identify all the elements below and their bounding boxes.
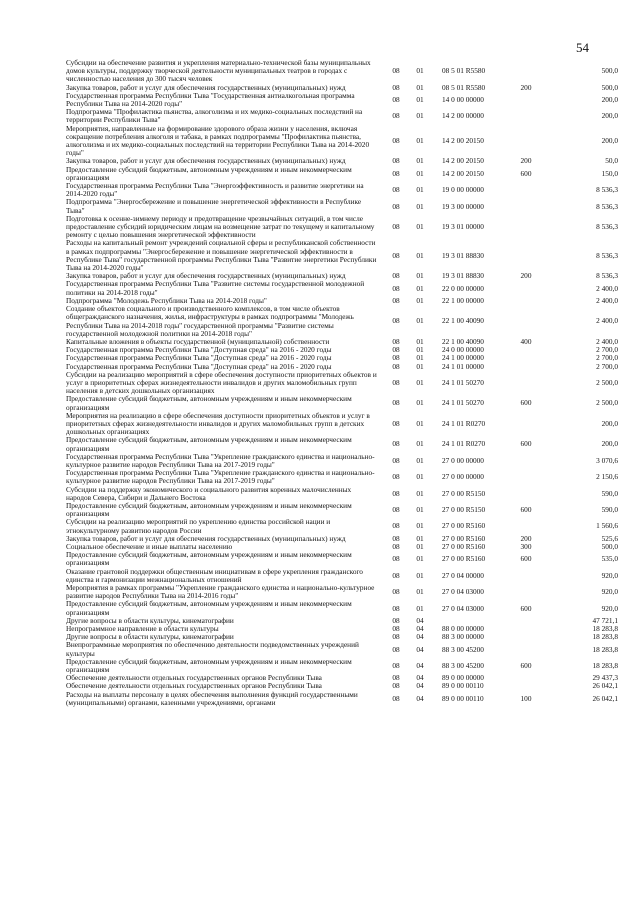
row-subsection: 01 (416, 156, 424, 166)
table-row (66, 551, 618, 567)
row-name: Мероприятия на реализацию в сфере обеспечения доступности приоритетных объектов и услуг в приоритетных сферах жизнедеятельности инвалидов и других маломобильных групп в детских дошкольных организациях (66, 410, 370, 437)
row-target-article: 27 0 00 R5160 (442, 541, 486, 551)
row-section: 08 (392, 398, 400, 408)
row-amount: 2 700,0 (596, 345, 618, 355)
row-target-article: 24 1 01 50270 (442, 398, 484, 408)
row-name: Обеспечение деятельности отдельных государственных органов Республики Тыва (66, 681, 322, 691)
row-name: Оказание грантовой поддержки общественным инициативам в сфере укрепления гражданского единства и гармонизации межнациональных отношений (66, 566, 363, 584)
row-subsection: 01 (416, 94, 424, 104)
row-amount: 920,0 (601, 587, 618, 597)
row-amount: 8 536,3 (596, 185, 618, 195)
row-name: Капитальные вложения в объекты государственной (муниципальной) собственности (66, 336, 330, 346)
row-amount: 535,0 (601, 554, 618, 564)
row-name: Закупка товаров, работ и услуг для обеспечения государственных (муниципальных) нужд (66, 533, 346, 543)
table-row (66, 59, 618, 84)
row-subsection: 04 (416, 632, 424, 642)
row-amount: 1 560,6 (596, 521, 618, 531)
row-subsection: 01 (416, 603, 424, 613)
row-subsection: 01 (416, 418, 424, 428)
table-row (66, 412, 618, 437)
row-name: Государственная программа Республики Тыва "Доступная среда" на 2016 - 2020 годы (66, 353, 332, 363)
row-section: 08 (392, 250, 400, 260)
row-subsection: 01 (416, 472, 424, 482)
row-amount: 150,0 (601, 168, 618, 178)
row-target-article: 14 2 00 20150 (442, 168, 484, 178)
row-amount: 26 042,1 (592, 681, 618, 691)
row-section: 08 (392, 316, 400, 326)
table-row (66, 395, 618, 411)
row-expense-type: 600 (520, 603, 532, 613)
row-amount: 2 500,0 (596, 398, 618, 408)
row-subsection: 01 (416, 66, 424, 76)
row-target-article: 88 3 00 00000 (442, 632, 484, 642)
row-amount: 2 700,0 (596, 353, 618, 363)
row-expense-type: 600 (520, 554, 532, 564)
table-row (66, 641, 618, 657)
row-name: Закупка товаров, работ и услуг для обеспечения государственных (муниципальных) нужд (66, 156, 346, 166)
row-subsection: 04 (416, 644, 424, 654)
row-section: 08 (392, 570, 400, 580)
row-target-article: 88 3 00 45200 (442, 660, 484, 670)
row-name: Подготовка к осенне-зимнему периоду и предотвращение чрезвычайных ситуаций, в том числе предоставление субсидий юридическим лицам на возмещение затрат по текущему и капитальному ремонту с целью повышения энергетической эффективности (66, 213, 375, 240)
row-section: 08 (392, 156, 400, 166)
row-name: Предоставление субсидий бюджетным, автономным учреждениям и иным некоммерческим организациям (66, 500, 352, 519)
row-target-article: 19 3 01 88830 (442, 250, 484, 260)
row-name: Социальное обеспечение и иные выплаты населению (66, 541, 233, 551)
row-target-article: 22 1 00 40090 (442, 316, 484, 326)
row-target-article: 27 0 00 R5160 (442, 521, 486, 531)
row-target-article: 22 1 00 00000 (442, 295, 484, 305)
row-subsection: 01 (416, 361, 424, 371)
row-amount: 500,0 (601, 541, 618, 551)
row-name: Другие вопросы в области культуры, кинематографии (66, 632, 234, 642)
table-row (66, 584, 618, 600)
row-name: Предоставление субсидий бюджетным, автономным учреждениям и иным некоммерческим организациям (66, 550, 352, 568)
table-row (66, 658, 618, 674)
table-row (66, 198, 618, 214)
row-section: 08 (392, 644, 400, 654)
table-row (66, 600, 618, 616)
row-subsection: 01 (416, 168, 424, 178)
row-target-article: 19 3 01 88830 (442, 271, 484, 281)
row-expense-type: 600 (520, 439, 532, 449)
row-subsection: 01 (416, 295, 424, 305)
row-subsection: 01 (416, 336, 424, 346)
row-subsection: 01 (416, 283, 424, 293)
row-expense-type: 600 (520, 660, 532, 670)
row-section: 08 (392, 693, 400, 703)
row-name: Создание объектов социального и производственного комплексов, в том числе объектов общегражданского назначения, жилья, инфраструктуры в рамках подпрограммы "Молодежь Республики Тыва на 2014-2018 годы" государственной программы "Развитие системы государственной молодежной политики на 2014-2018 годы" (66, 304, 354, 338)
row-section: 08 (392, 361, 400, 371)
row-target-article: 27 0 00 R5160 (442, 554, 486, 564)
row-subsection: 01 (416, 271, 424, 281)
table-row (66, 486, 618, 502)
row-target-article: 24 1 01 00000 (442, 361, 484, 371)
table-row (66, 182, 618, 198)
row-section: 08 (392, 615, 400, 625)
row-name: Государственная программа Республики Тыва "Доступная среда" на 2016 - 2020 годы (66, 361, 332, 371)
row-target-article: 27 0 00 R5160 (442, 533, 486, 543)
page-number: 54 (576, 40, 589, 55)
row-name: Государственная программа Республики Тыва "Укрепление гражданского единства и национально-культурное развитие народов Республики Тыва на 2017-2019 годы" (66, 451, 375, 469)
row-subsection: 01 (416, 111, 424, 121)
row-name: Субсидии на реализацию мероприятий по укреплению единства российской нации и этнокультурному развитию народов России (66, 517, 331, 535)
row-amount: 18 283,8 (592, 624, 618, 634)
table-row (66, 371, 618, 396)
row-amount: 500,0 (601, 82, 618, 92)
row-subsection: 01 (416, 82, 424, 92)
row-section: 08 (392, 521, 400, 531)
table-row (66, 215, 618, 240)
row-name: Внепрограммные мероприятия по обеспечению деятельности подведомственных учреждений культуры (66, 640, 359, 658)
row-amount: 2 700,0 (596, 361, 618, 371)
row-target-article: 27 0 04 00000 (442, 570, 484, 580)
row-amount: 200,0 (601, 418, 618, 428)
row-section: 08 (392, 336, 400, 346)
row-section: 08 (392, 66, 400, 76)
row-amount: 18 283,8 (592, 660, 618, 670)
row-target-article: 19 3 01 00000 (442, 222, 484, 232)
row-target-article: 24 1 01 R0270 (442, 418, 486, 428)
row-amount: 2 400,0 (596, 316, 618, 326)
row-name: Предоставление субсидий бюджетным, автономным учреждениям и иным некоммерческим организациям (66, 656, 352, 675)
row-name: Предоставление субсидий бюджетным, автономным учреждениям и иным некоммерческим организациям (66, 599, 352, 617)
row-subsection: 01 (416, 554, 424, 564)
row-subsection: 01 (416, 201, 424, 211)
row-target-article: 14 0 00 00000 (442, 94, 484, 104)
row-section: 08 (392, 673, 400, 683)
row-subsection: 01 (416, 250, 424, 260)
row-name: Субсидии на обеспечение развития и укрепления материально-технической базы муниципальных домов культуры, поддержку творческой деятельности муниципальных театров в городах с численностью населения до 300 тысяч человек (66, 58, 371, 84)
row-target-article: 24 0 00 00000 (442, 345, 484, 355)
row-amount: 200,0 (601, 135, 618, 145)
row-subsection: 04 (416, 693, 424, 703)
row-subsection: 01 (416, 521, 424, 531)
row-subsection: 01 (416, 185, 424, 195)
row-target-article: 14 2 00 20150 (442, 135, 484, 145)
row-target-article: 89 0 00 00110 (442, 681, 484, 691)
row-section: 08 (392, 185, 400, 195)
row-target-article: 08 5 01 R5580 (442, 66, 486, 76)
row-expense-type: 200 (520, 271, 532, 281)
row-subsection: 01 (416, 439, 424, 449)
row-expense-type: 600 (520, 398, 532, 408)
row-amount: 26 042,1 (592, 693, 618, 703)
row-expense-type: 400 (520, 336, 532, 346)
row-name: Государственная программа Республики Тыва "Развитие системы государственной молодежной политики на 2014-2018 годы" (66, 279, 365, 297)
row-amount: 200,0 (601, 111, 618, 121)
row-name: Обеспечение деятельности отдельных государственных органов Республики Тыва (66, 673, 322, 683)
row-section: 08 (392, 660, 400, 670)
row-subsection: 01 (416, 541, 424, 551)
row-name: Непрограммное направление в области культуры (66, 624, 219, 634)
row-target-article: 22 0 00 00000 (442, 283, 484, 293)
row-name: Расходы на выплаты персоналу в целях обеспечения выполнения функций государственными (муниципальными) органами, казенными учреждениями, органами (66, 689, 358, 707)
row-section: 08 (392, 455, 400, 465)
row-section: 08 (392, 271, 400, 281)
row-amount: 50,0 (605, 156, 618, 166)
table-row (66, 502, 618, 518)
row-name: Предоставление субсидий бюджетным, автономным учреждениям и иным некоммерческим организациям (66, 435, 352, 453)
row-amount: 3 070,6 (596, 455, 618, 465)
row-subsection: 01 (416, 587, 424, 597)
row-subsection: 04 (416, 681, 424, 691)
row-name: Мероприятия, направленные на формирование здорового образа жизни у населения, включая сокращение потребления алкоголя и табака, в рамках подпрограммы "Профилактика пьянства, алкоголизма и их медико-социальных последствий на территории Республики Тыва на 2014-2020 годы" (66, 123, 370, 158)
row-section: 08 (392, 533, 400, 543)
row-amount: 590,0 (601, 505, 618, 515)
row-name: Субсидии на поддержку экономического и социального развития коренных малочисленных народов Севера, Сибири и Дальнего Востока (66, 484, 352, 502)
row-target-article: 27 0 00 R5150 (442, 505, 486, 515)
row-target-article: 27 0 00 00000 (442, 472, 484, 482)
row-name: Предоставление субсидий бюджетным, автономным учреждениям и иным некоммерческим организациям (66, 164, 352, 182)
row-section: 08 (392, 201, 400, 211)
table-row (66, 108, 618, 124)
row-section: 08 (392, 82, 400, 92)
row-expense-type: 600 (520, 505, 532, 515)
row-target-article: 22 1 00 40090 (442, 336, 484, 346)
row-section: 08 (392, 353, 400, 363)
row-amount: 500,0 (601, 66, 618, 76)
row-target-article: 24 1 01 R0270 (442, 439, 486, 449)
row-amount: 8 536,3 (596, 201, 618, 211)
row-subsection: 04 (416, 673, 424, 683)
row-section: 08 (392, 541, 400, 551)
row-target-article: 27 0 04 03000 (442, 603, 484, 613)
row-amount: 920,0 (601, 603, 618, 613)
row-amount: 920,0 (601, 570, 618, 580)
row-target-article: 14 2 00 20150 (442, 156, 484, 166)
table-row (66, 469, 618, 485)
budget-table (66, 59, 618, 707)
row-section: 08 (392, 587, 400, 597)
row-section: 08 (392, 418, 400, 428)
row-section: 08 (392, 94, 400, 104)
row-section: 08 (392, 603, 400, 613)
row-amount: 2 400,0 (596, 336, 618, 346)
row-section: 08 (392, 283, 400, 293)
row-subsection: 01 (416, 377, 424, 387)
row-amount: 525,6 (601, 533, 618, 543)
row-name: Предоставление субсидий бюджетным, автономным учреждениям и иным некоммерческим организациям (66, 394, 352, 412)
row-subsection: 04 (416, 624, 424, 634)
row-target-article: 27 0 04 03000 (442, 587, 484, 597)
row-target-article: 88 3 00 45200 (442, 644, 484, 654)
row-target-article: 27 0 00 R5150 (442, 488, 486, 498)
row-subsection: 01 (416, 533, 424, 543)
row-name: Государственная программа Республики Тыва "Доступная среда" на 2016 - 2020 годы (66, 345, 332, 355)
row-name: Подпрограмма "Профилактика пьянства, алкоголизма и их медико-социальных последствий на территории Республики Тыва" (66, 107, 363, 125)
row-target-article: 24 1 00 00000 (442, 353, 484, 363)
row-subsection: 01 (416, 505, 424, 515)
table-row (66, 166, 618, 182)
row-section: 08 (392, 681, 400, 691)
row-section: 08 (392, 222, 400, 232)
row-amount: 8 536,3 (596, 222, 618, 232)
row-section: 08 (392, 168, 400, 178)
row-name: Государственная программа Республики Тыва "Энергоэффективность и развитие энергетики на 2014-2020 годы" (66, 181, 364, 199)
row-name: Другие вопросы в области культуры, кинематографии (66, 615, 234, 625)
row-target-article: 08 5 01 R5580 (442, 82, 486, 92)
row-section: 08 (392, 554, 400, 564)
row-section: 08 (392, 505, 400, 515)
table-row (66, 239, 618, 272)
row-amount: 8 536,3 (596, 250, 618, 260)
row-amount: 200,0 (601, 94, 618, 104)
row-target-article: 89 0 00 00110 (442, 693, 484, 703)
row-subsection: 01 (416, 222, 424, 232)
row-name: Расходы на капитальный ремонт учреждений социальной сферы и республиканской собственности в рамках подпрограммы "Энергосбережение и повышение энергетической эффективности в Республике Тыва" государственной программы Республики Тыва "Развитие энергетики Республики Тыва на 2014-2020 годы" (66, 238, 377, 273)
row-expense-type: 200 (520, 156, 532, 166)
row-section: 08 (392, 488, 400, 498)
row-name: Закупка товаров, работ и услуг для обеспечения государственных (муниципальных) нужд (66, 82, 346, 92)
table-row (66, 125, 618, 158)
row-name: Субсидии на реализацию мероприятий в сфере обеспечения доступности приоритетных объектов и услуг в приоритетных сферах жизнедеятельности инвалидов и других маломобильных групп населения в детских дошкольных организациях (66, 369, 377, 396)
row-section: 08 (392, 345, 400, 355)
table-row (66, 568, 618, 584)
table-row (66, 691, 618, 707)
table-row (66, 518, 618, 534)
row-amount: 2 150,6 (596, 472, 618, 482)
row-section: 08 (392, 632, 400, 642)
row-expense-type: 300 (520, 541, 532, 551)
row-name: Государственная программа Республики Тыва "Укрепление гражданского единства и национально-культурное развитие народов Республики Тыва на 2017-2019 годы" (66, 468, 375, 486)
row-name: Государственная программа Республики Тыва "Государственная антиалкогольная программа Республики Тыва на 2014-2020 годы" (66, 90, 355, 109)
row-subsection: 01 (416, 135, 424, 145)
row-target-article: 19 3 00 00000 (442, 201, 484, 211)
row-section: 08 (392, 377, 400, 387)
row-section: 08 (392, 472, 400, 482)
table-row (66, 92, 618, 108)
row-target-article: 24 1 01 50270 (442, 377, 484, 387)
row-subsection: 01 (416, 398, 424, 408)
row-expense-type: 600 (520, 168, 532, 178)
row-amount: 18 283,8 (592, 644, 618, 654)
row-amount: 2 400,0 (596, 295, 618, 305)
table-row (66, 280, 618, 296)
row-subsection: 01 (416, 316, 424, 326)
row-target-article: 19 0 00 00000 (442, 185, 484, 195)
row-subsection: 01 (416, 570, 424, 580)
row-subsection: 01 (416, 488, 424, 498)
row-amount: 29 437,3 (592, 673, 618, 683)
row-subsection: 01 (416, 353, 424, 363)
row-target-article: 89 0 00 00000 (442, 673, 484, 683)
row-amount: 8 536,3 (596, 271, 618, 281)
row-section: 08 (392, 135, 400, 145)
row-section: 08 (392, 439, 400, 449)
row-amount: 2 400,0 (596, 283, 618, 293)
row-subsection: 01 (416, 345, 424, 355)
table-row (66, 436, 618, 452)
row-target-article: 27 0 00 00000 (442, 455, 484, 465)
row-section: 08 (392, 111, 400, 121)
table-row (66, 305, 618, 338)
row-name: Подпрограмма "Энергосбережение и повышение энергетической эффективности в Республике Тыва" (66, 197, 362, 215)
table-row (66, 453, 618, 469)
row-amount: 18 283,8 (592, 632, 618, 642)
row-name: Мероприятия в рамках программы "Укрепление гражданского единства и национально-культурное развитие народов Республики Тыва на 2014-2016 годы" (66, 583, 375, 601)
row-subsection: 04 (416, 615, 424, 625)
row-name: Подпрограмма "Молодежь Республики Тыва на 2014-2018 годы" (66, 295, 267, 305)
row-section: 08 (392, 295, 400, 305)
row-amount: 47 721,1 (592, 615, 618, 625)
row-subsection: 04 (416, 660, 424, 670)
row-expense-type: 200 (520, 82, 532, 92)
row-section: 08 (392, 624, 400, 634)
row-amount: 590,0 (601, 488, 618, 498)
row-name: Закупка товаров, работ и услуг для обеспечения государственных (муниципальных) нужд (66, 271, 346, 281)
row-subsection: 01 (416, 455, 424, 465)
row-amount: 200,0 (601, 439, 618, 449)
row-target-article: 88 0 00 00000 (442, 624, 484, 634)
row-expense-type: 200 (520, 533, 532, 543)
row-target-article: 14 2 00 00000 (442, 111, 484, 121)
row-amount: 2 500,0 (596, 377, 618, 387)
row-expense-type: 100 (520, 693, 532, 703)
